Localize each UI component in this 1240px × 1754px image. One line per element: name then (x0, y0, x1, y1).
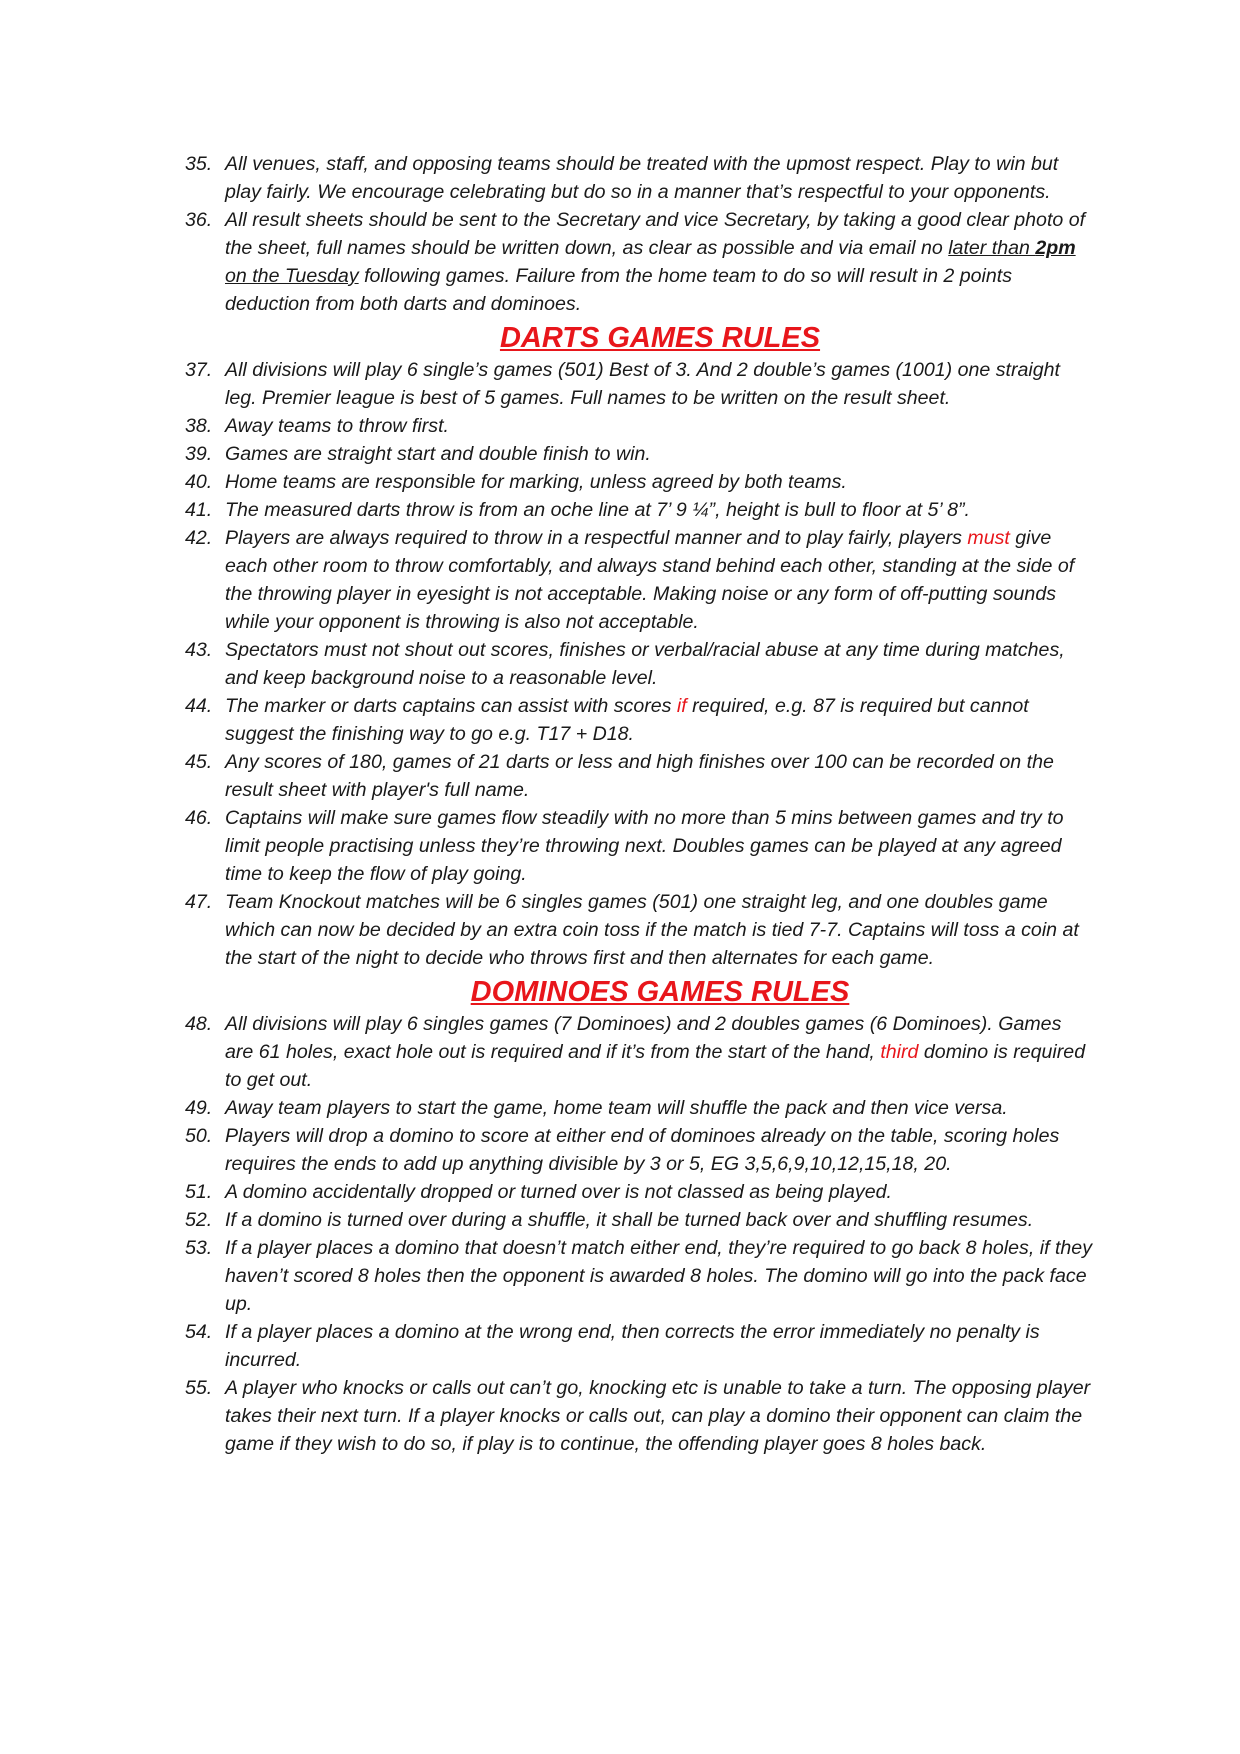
rule-text: If a player places a domino that doesn’t match either end, they’re required to go back 8 holes, if they haven’t scored 8 holes then the opponent is awarded 8 holes. The domino will go into the pack face up. (225, 1237, 1092, 1315)
rule-number: 49. (185, 1097, 213, 1119)
rule-text-part: required, e.g. 87 is required but cannot suggest the finishing way to go e.g. T17 + D18. (225, 695, 1029, 745)
rule-35 (185, 150, 1095, 206)
rule-text-part: All result sheets should be sent to the Secretary and vice Secretary, by taking a good clear photo of the sheet, full names should be written down, as clear as possible and via email no (225, 209, 1086, 259)
rule-number: 53. (185, 1237, 213, 1259)
darts-section-heading: DARTS GAMES RULES (499, 322, 821, 354)
rule-number: 37. (185, 359, 213, 381)
rule-text-part: All divisions will play 6 singles games (7 Dominoes) and 2 doubles games (6 Dominoes). Games are 61 holes, exact hole out is required and if it’s from the start of the hand, (225, 1013, 1062, 1063)
rule-text: A player who knocks or calls out can’t go, knocking etc is unable to take a turn. The opposing player takes their next turn. If a player knocks or calls out, can play a domino their opponent can claim the game if they wish to do so, if play is to continue, the offending player goes 8 holes back. (225, 1377, 1091, 1455)
rule-41 (185, 496, 1095, 524)
rule-text: The measured darts throw is from an oche line at 7’ 9 ¼”, height is bull to floor at 5’ 8”. (225, 499, 970, 521)
rule-text-part: domino is required to get out. (225, 1041, 1086, 1091)
rule-number: 50. (185, 1125, 213, 1147)
rule-number: 45. (185, 751, 213, 773)
rule-number: 43. (185, 639, 213, 661)
rule-text (225, 692, 1095, 748)
dominoes-section-heading: DOMINOES GAMES RULES (470, 976, 850, 1008)
underlined-text: later than (948, 237, 1036, 259)
rule-text: Away teams to throw first. (225, 415, 449, 437)
highlighted-word: third (880, 1041, 919, 1063)
rule-text: Away team players to start the game, home team will shuffle the pack and then vice versa. (225, 1097, 1008, 1119)
rule-text (225, 1010, 1095, 1094)
rule-text: All divisions will play 6 single’s games (501) Best of 3. And 2 double’s games (1001) one straight leg. Premier league is best of 5 games. Full names to be written on the result sheet. (225, 359, 1061, 409)
rule-37 (185, 356, 1095, 412)
rule-text: Spectators must not shout out scores, finishes or verbal/racial abuse at any time during matches, and keep background noise to a reasonable level. (225, 639, 1065, 689)
rule-39 (185, 440, 1095, 468)
rule-51 (185, 1178, 1095, 1206)
rule-number: 52. (185, 1209, 213, 1231)
rule-text: Captains will make sure games flow steadily with no more than 5 mins between games and try to limit people practising unless they’re throwing next. Doubles games can be played at any agreed time to keep the flow of play going. (225, 807, 1064, 885)
rule-54 (185, 1318, 1095, 1374)
rule-40 (185, 468, 1095, 496)
rule-text: Any scores of 180, games of 21 darts or less and high finishes over 100 can be recorded on the result sheet with player's full name. (225, 751, 1054, 801)
rule-number: 54. (185, 1321, 213, 1343)
rule-52 (185, 1206, 1095, 1234)
rule-text-part: following games. Failure from the home team to do so will result in 2 points deduction from both darts and dominoes. (225, 265, 1013, 315)
rule-number: 39. (185, 443, 213, 465)
rule-number: 44. (185, 695, 213, 717)
highlighted-word: must (967, 527, 1010, 549)
rule-42 (185, 524, 1095, 636)
rule-number: 35. (185, 153, 213, 175)
rule-text: If a player places a domino at the wrong end, then corrects the error immediately no penalty is incurred. (225, 1321, 1040, 1371)
rule-text: Home teams are responsible for marking, unless agreed by both teams. (225, 471, 847, 493)
rule-text: All venues, staff, and opposing teams should be treated with the upmost respect. Play to win but play fairly. We encourage celebrating but do so in a manner that’s respectful to your opponents. (225, 153, 1059, 203)
rule-number: 38. (185, 415, 213, 437)
rule-text: A domino accidentally dropped or turned over is not classed as being played. (225, 1181, 892, 1203)
rule-43 (185, 636, 1095, 692)
bold-underlined-text: 2pm (1035, 237, 1076, 259)
rule-text-part: give each other room to throw comfortably, and always stand behind each other, standing at the side of the throwing player in eyesight is not acceptable. Making noise or any form of off-putting sounds while your opponent is throwing is also not acceptable. (225, 527, 1075, 633)
rule-number: 48. (185, 1013, 213, 1035)
rule-50 (185, 1122, 1095, 1178)
rule-number: 55. (185, 1377, 213, 1399)
rule-47 (185, 888, 1095, 972)
rule-number: 47. (185, 891, 213, 913)
rule-number: 40. (185, 471, 213, 493)
rule-49 (185, 1094, 1095, 1122)
rule-number: 46. (185, 807, 213, 829)
rule-text: Team Knockout matches will be 6 singles games (501) one straight leg, and one doubles game which can now be decided by an extra coin toss if the match is tied 7-7. Captains will toss a coin at the start of the night to decide who throws first and then alternates for each game. (225, 891, 1079, 969)
rule-text-part: Players are always required to throw in a respectful manner and to play fairly, players (225, 527, 968, 549)
rule-46 (185, 804, 1095, 888)
rule-38 (185, 412, 1095, 440)
rule-55 (185, 1374, 1095, 1458)
rule-text-part: The marker or darts captains can assist with scores (225, 695, 677, 717)
underlined-text: on the Tuesday (225, 265, 359, 287)
rule-48 (185, 1010, 1095, 1094)
rule-number: 42. (185, 527, 213, 549)
rule-number: 41. (185, 499, 213, 521)
rule-text (225, 206, 1095, 318)
rules-content (185, 150, 1095, 1458)
rule-number: 51. (185, 1181, 213, 1203)
rule-36 (185, 206, 1095, 318)
rule-text: If a domino is turned over during a shuffle, it shall be turned back over and shuffling resumes. (225, 1209, 1034, 1231)
rule-53 (185, 1234, 1095, 1318)
highlighted-word: if (676, 695, 687, 717)
rule-text (225, 524, 1095, 636)
rule-number: 36. (185, 209, 213, 231)
rule-text: Games are straight start and double finish to win. (225, 443, 651, 465)
rule-text: Players will drop a domino to score at either end of dominoes already on the table, scoring holes requires the ends to add up anything divisible by 3 or 5, EG 3,5,6,9,10,12,15,18, 20. (225, 1125, 1060, 1175)
rule-44 (185, 692, 1095, 748)
rule-45 (185, 748, 1095, 804)
